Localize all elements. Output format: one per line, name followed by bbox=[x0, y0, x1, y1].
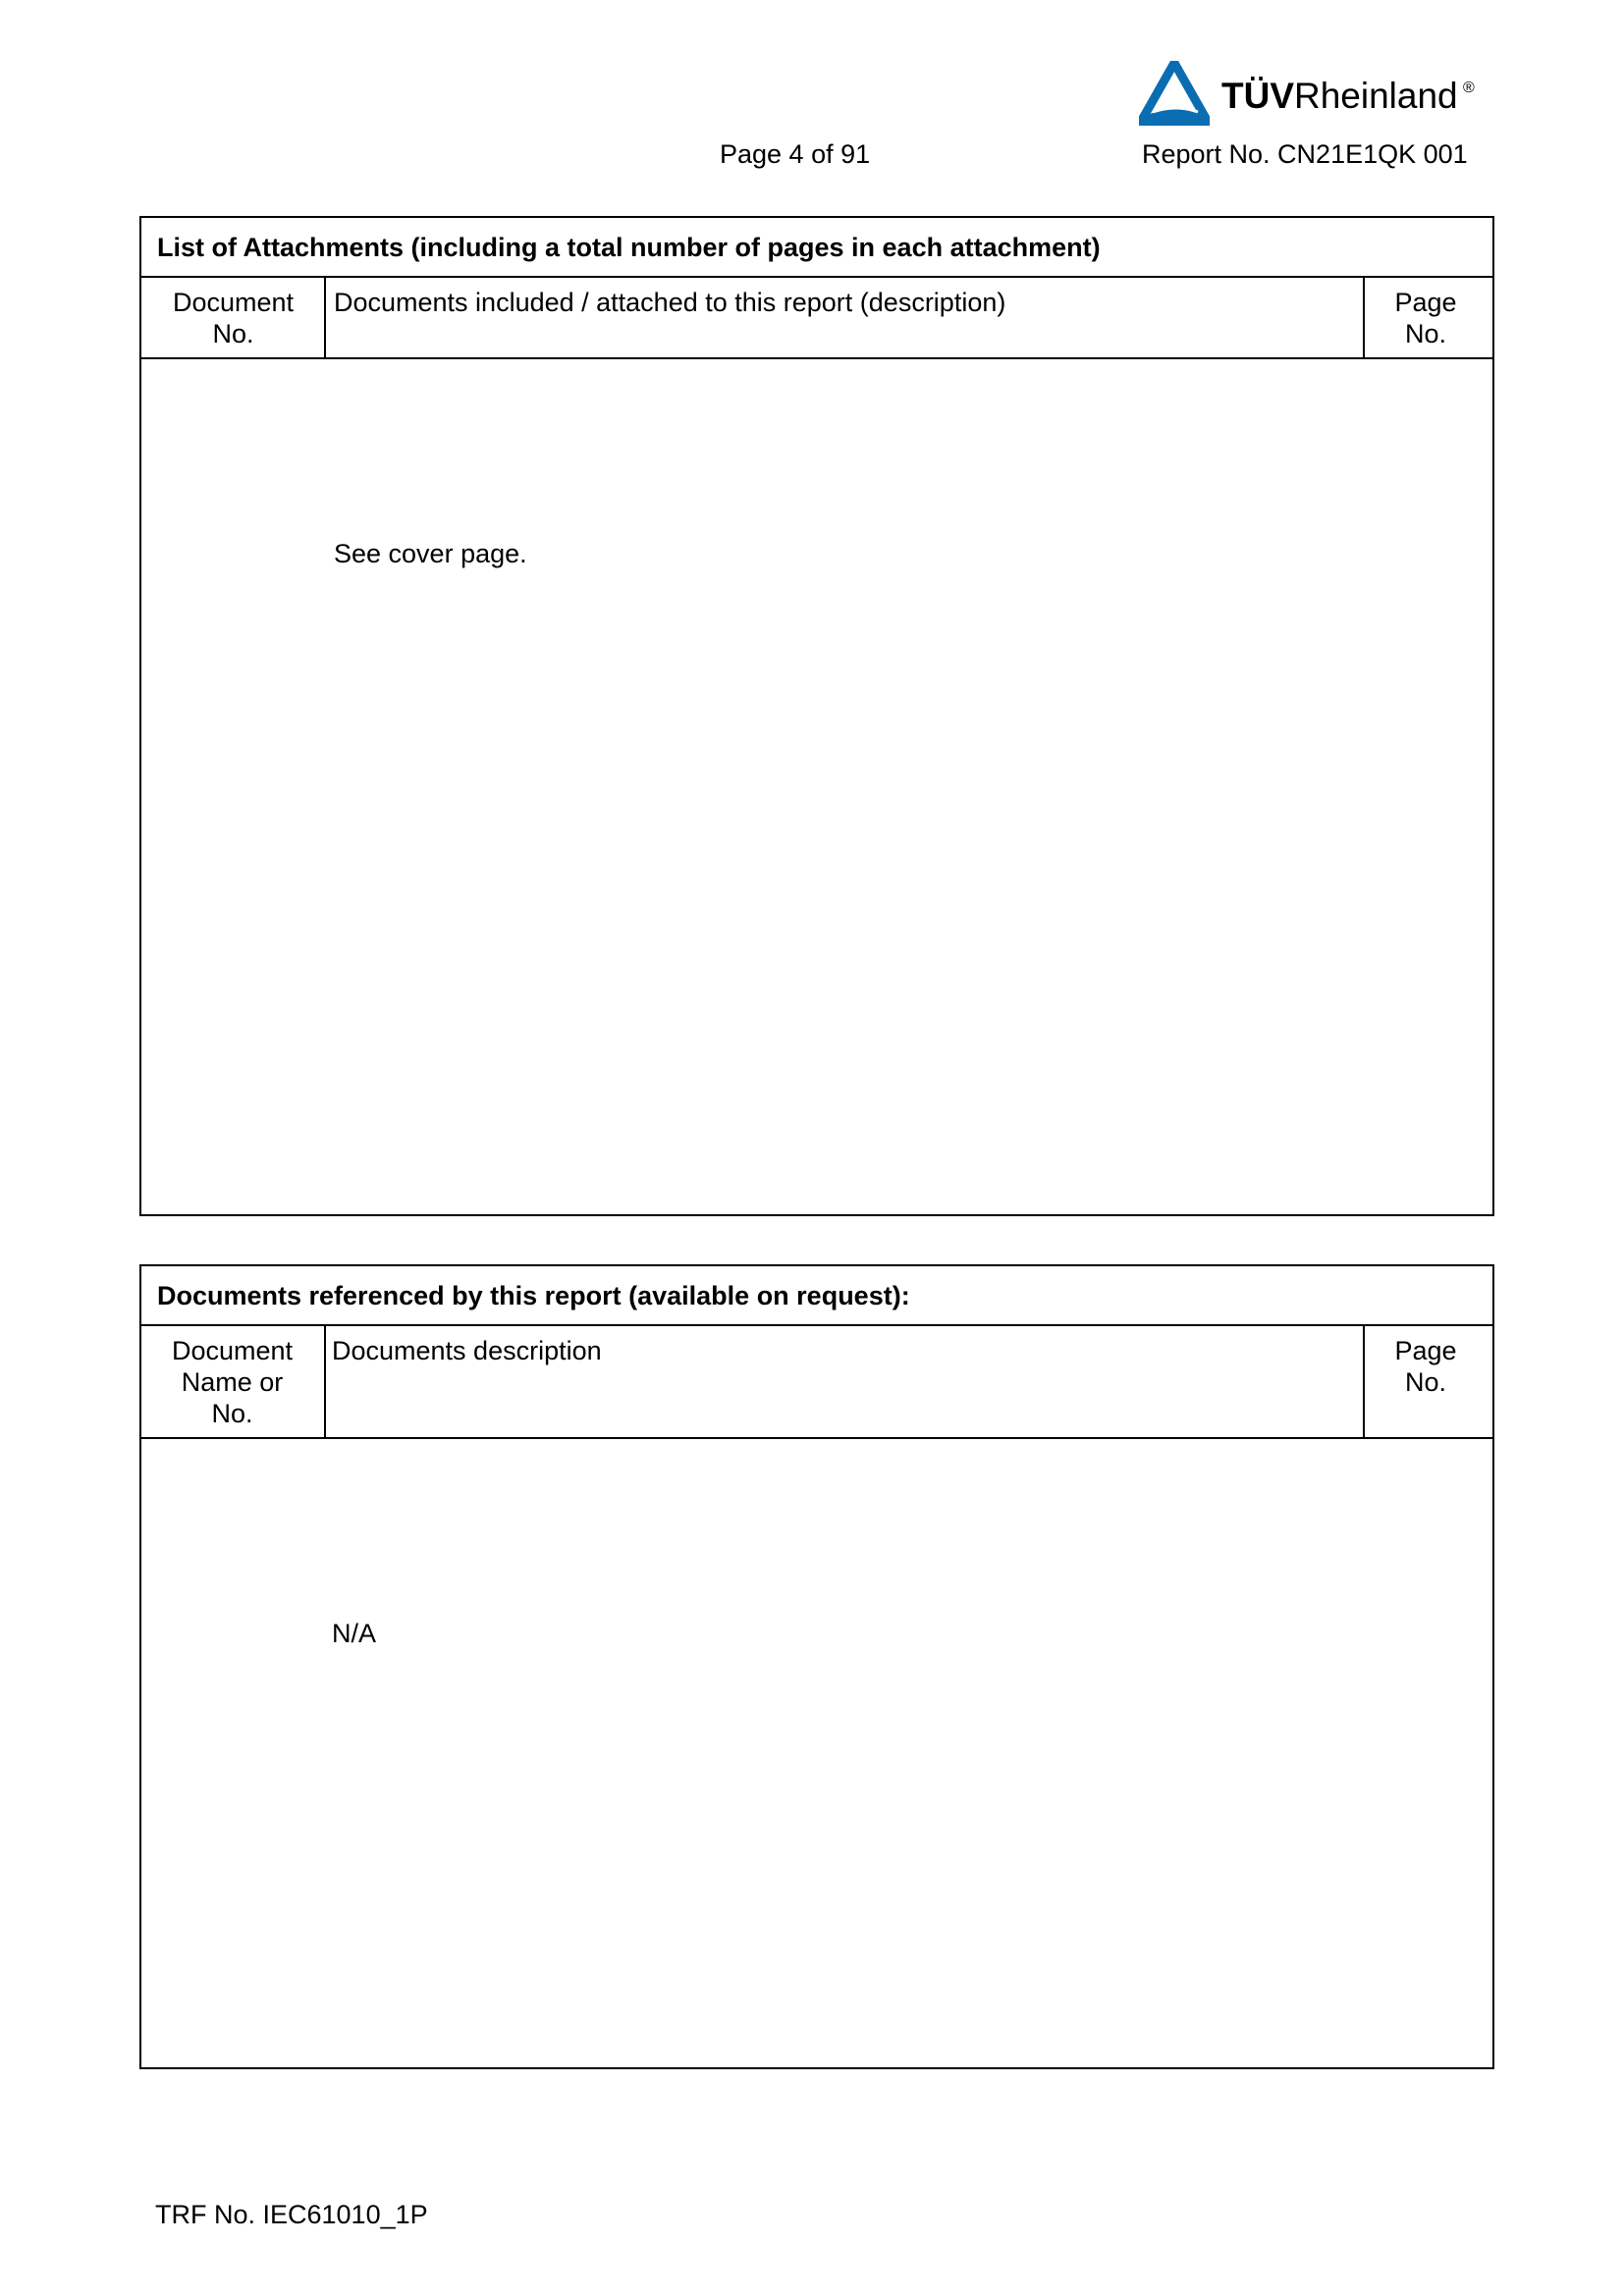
logo-wordmark: TÜVRheinland bbox=[1221, 76, 1458, 116]
triangle-logo-icon bbox=[1139, 61, 1210, 126]
column-header-document-no: Document No. bbox=[172, 288, 295, 348]
column-header-description: Documents included / attached to this report (description) bbox=[334, 288, 1006, 317]
page-number: Page 4 of 91 bbox=[720, 139, 871, 169]
attachments-content: See cover page. bbox=[334, 539, 527, 568]
divider bbox=[1363, 276, 1365, 357]
tuv-rheinland-logo bbox=[1139, 61, 1485, 126]
divider bbox=[141, 276, 1492, 278]
divider bbox=[141, 1437, 1492, 1439]
column-header-page-no: Page No. bbox=[1394, 1336, 1457, 1397]
column-header-documents-description: Documents description bbox=[332, 1336, 602, 1365]
referenced-documents-table bbox=[139, 1264, 1494, 2069]
divider bbox=[324, 1324, 326, 1437]
divider bbox=[141, 1324, 1492, 1326]
attachments-table bbox=[139, 216, 1494, 1216]
registered-mark: ® bbox=[1463, 80, 1475, 96]
report-number: Report No. CN21E1QK 001 bbox=[1142, 139, 1468, 169]
attachments-table-title: List of Attachments (including a total number of pages in each attachment) bbox=[157, 233, 1101, 262]
divider bbox=[141, 357, 1492, 359]
column-header-page-no: Page No. bbox=[1394, 288, 1457, 348]
divider bbox=[1363, 1324, 1365, 1437]
trf-number: TRF No. IEC61010_1P bbox=[155, 2200, 428, 2229]
divider bbox=[324, 276, 326, 357]
column-header-document-name-or-no: Document Name or No. bbox=[171, 1336, 294, 1428]
referenced-content: N/A bbox=[332, 1619, 377, 1648]
referenced-table-title: Documents referenced by this report (available on request): bbox=[157, 1281, 910, 1310]
